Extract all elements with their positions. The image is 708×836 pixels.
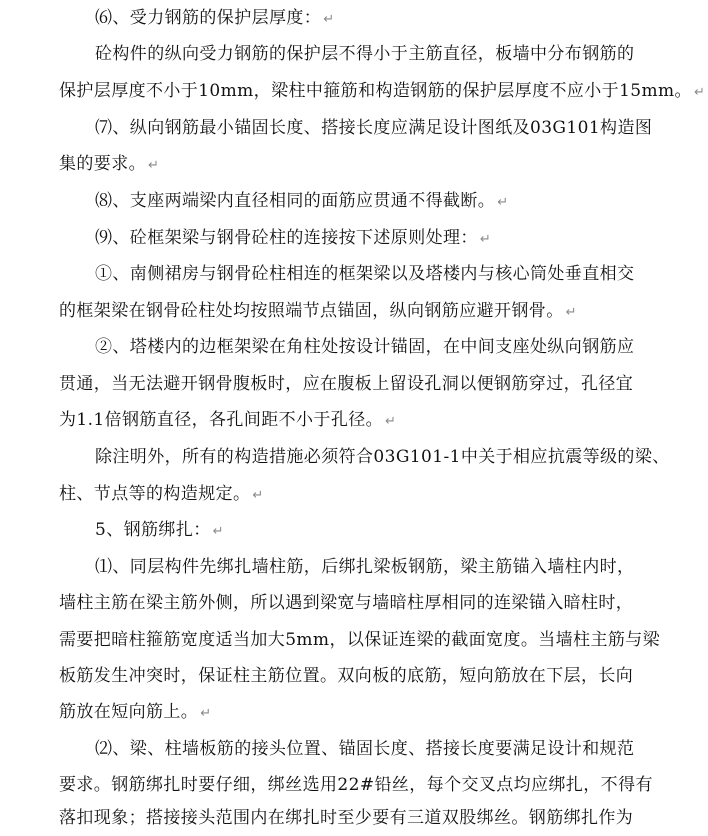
text-line — [59, 622, 660, 658]
text-line — [59, 146, 159, 182]
text-line — [95, 0, 335, 36]
line-text: ⑻、支座两端梁内直径相同的面筋应贯通不得截断。 — [95, 191, 496, 211]
line-text: 要求。钢筋绑扎时要仔细，绑丝选用22#铅丝，每个交叉点均应绑扎，不得有 — [59, 775, 653, 795]
line-text: ⑼、砼框架梁与钢骨砼柱的连接按下述原则处理： — [95, 228, 478, 248]
line-text: ⑺、纵向钢筋最小锚固长度、搭接长度应满足设计图纸及03G101构造图 — [95, 118, 653, 138]
text-line — [95, 110, 652, 146]
line-text: 为1.1倍钢筋直径，各孔间距不小于孔径。 — [59, 410, 384, 430]
text-line — [59, 767, 653, 803]
line-text: 砼构件的纵向受力钢筋的保护层不得小于主筋直径，板墙中分布钢筋的 — [95, 44, 635, 64]
line-text: 需要把暗柱箍筋宽度适当加大5mm，以保证连梁的截面宽度。当墙柱主筋与梁 — [59, 630, 661, 650]
line-text: ⑵、梁、柱墙板筋的接头位置、锚固长度、搭接长度要满足设计和规范 — [95, 739, 635, 759]
paragraph-mark-icon: ↵ — [479, 232, 492, 247]
paragraph-mark-icon: ↵ — [565, 305, 577, 320]
line-text: 除注明外，所有的构造措施必须符合03G101-1中关于相应抗震等级的梁、 — [95, 447, 670, 467]
text-line — [59, 694, 212, 730]
text-line — [95, 329, 634, 365]
line-text: ①、南侧裙房与钢骨砼柱相连的框架梁以及塔楼内与核心筒处垂直相交 — [95, 264, 635, 284]
paragraph-mark-icon: ↵ — [323, 12, 335, 27]
line-text: ⑴、同层构件先绑扎墙柱筋，后绑扎梁板钢筋，梁主筋锚入墙柱内时， — [95, 557, 635, 577]
text-line — [59, 585, 633, 621]
text-line — [59, 402, 396, 438]
line-text: 保护层厚度不小于10mm，梁柱中箍筋和构造钢筋的保护层厚度不应小于15mm。 — [59, 81, 692, 101]
text-line — [95, 731, 634, 767]
text-line — [95, 512, 224, 548]
line-text: 筋放在短向筋上。 — [59, 702, 199, 722]
text-line — [59, 476, 264, 512]
paragraph-mark-icon: ↵ — [200, 706, 212, 721]
line-text: 贯通，当无法避开钢骨腹板时，应在腹板上留设孔洞以便钢筋穿过，孔径宜 — [59, 374, 634, 394]
line-text: 落扣现象；搭接接头范围内在绑扎时至少要有三道双股绑丝。钢筋绑扎作为 — [59, 808, 634, 828]
paragraph-mark-icon: ↵ — [385, 414, 397, 429]
paragraph-mark-icon: ↵ — [497, 195, 509, 210]
text-line — [59, 73, 705, 109]
line-text: 的框架梁在钢骨砼柱处均按照端节点锚固，纵向钢筋应避开钢骨。 — [59, 301, 564, 321]
text-line — [95, 36, 634, 72]
text-line — [95, 549, 634, 585]
text-line — [59, 800, 633, 836]
paragraph-mark-icon: ↵ — [252, 488, 264, 503]
text-line — [95, 439, 670, 475]
line-text: ②、塔楼内的边框架梁在角柱处按设计锚固，在中间支座处纵向钢筋应 — [95, 337, 635, 357]
line-text: 5、钢筋绑扎： — [95, 520, 211, 540]
text-line — [95, 183, 509, 219]
line-text: 板筋发生冲突时，保证柱主筋位置。双向板的底筋，短向筋放在下层，长向 — [59, 666, 634, 686]
line-text: 墙柱主筋在梁主筋外侧，所以遇到梁宽与墙暗柱厚相同的连梁锚入暗柱时， — [59, 593, 634, 613]
line-text: 柱、节点等的构造规定。 — [59, 484, 251, 504]
text-line — [95, 220, 491, 256]
text-line — [59, 366, 633, 402]
text-line — [59, 293, 577, 329]
text-line — [95, 256, 634, 292]
paragraph-mark-icon: ↵ — [212, 524, 224, 539]
paragraph-mark-icon: ↵ — [148, 158, 160, 173]
paragraph-mark-icon: ↵ — [693, 85, 706, 100]
line-text: ⑹、受力钢筋的保护层厚度： — [95, 8, 322, 28]
text-line — [59, 658, 633, 694]
line-text: 集的要求。 — [59, 154, 146, 174]
